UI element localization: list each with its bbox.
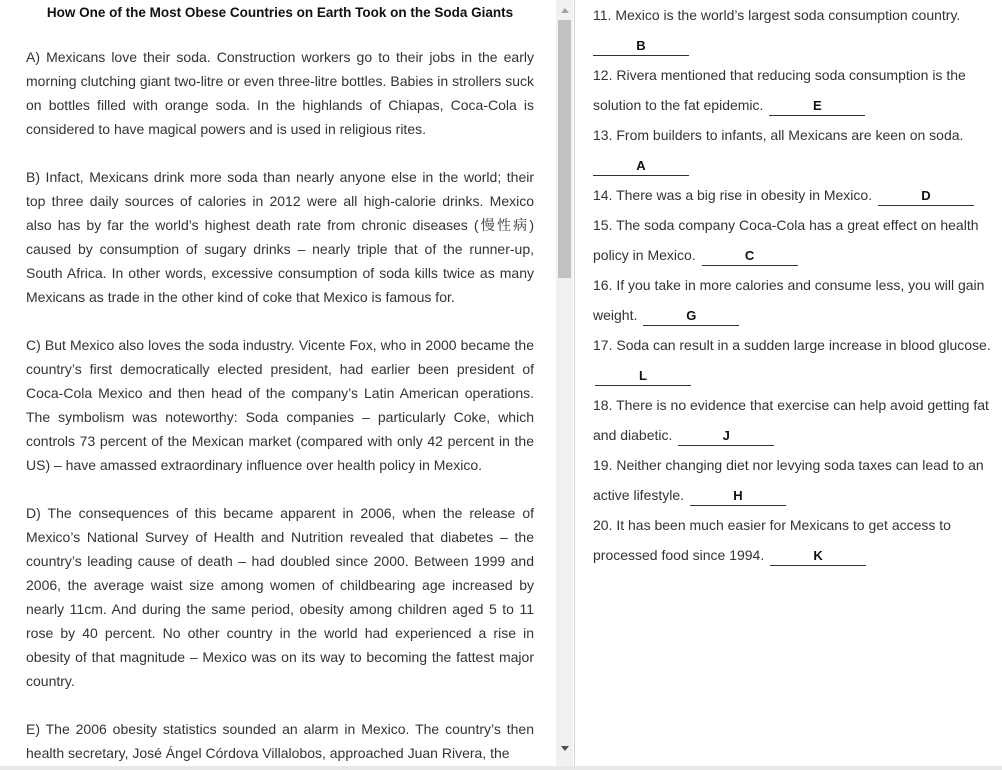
question-text: 20. It has been much easier for Mexicans to get access to processed food since 1994. — [593, 517, 951, 563]
paragraph-a: A) Mexicans love their soda. Construction workers go to their jobs in the early morning clutching giant two-litre or even three-litre bottles. Babies in strollers suck on bottles filled with orange soda. In the highlands of Chiapas, Coca-Cola is considered to have magical powers and is used in religious rites. — [26, 49, 534, 137]
question-list — [593, 0, 993, 570]
question-item — [593, 180, 993, 210]
paragraph-c: C) But Mexico also loves the soda industry. Vicente Fox, who in 2000 became the country’s first democratically elected president, had earlier been president of Coca-Cola Mexico and then head of the company’s Latin American operations. The symbolism was noteworthy: Soda companies – particularly Coke, which controls 73 percent of the Mexican market (compared with only 42 percent in the US) – have amassed extraordinary influence over health policy in Mexico. — [26, 337, 534, 473]
pane-divider — [574, 0, 575, 770]
question-item — [593, 390, 993, 450]
answer-blank[interactable]: E — [769, 97, 865, 116]
question-item — [593, 0, 993, 60]
answer-blank[interactable]: A — [593, 157, 689, 176]
question-item — [593, 210, 993, 270]
question-text: 11. Mexico is the world’s largest soda consumption country. — [593, 7, 961, 23]
question-item — [593, 510, 993, 570]
answer-blank[interactable]: L — [595, 367, 691, 386]
question-text: 16. If you take in more calories and consume less, you will gain weight. — [593, 277, 985, 323]
answer-blank[interactable]: C — [702, 247, 798, 266]
scrollbar-thumb[interactable] — [558, 20, 571, 278]
paragraph-d: D) The consequences of this became apparent in 2006, when the release of Mexico’s National Survey of Health and Nutrition revealed that diabetes – the country’s leading cause of death – had doubled since 2000. Between 1999 and 2006, the average waist size among women of childbearing age increased by nearly 11cm. And during the same period, obesity among children aged 5 to 11 rose by 40 percent. No other country in the world had experienced a rise in obesity of that magnitude – Mexico was on its way to becoming the fattest major country. — [26, 505, 534, 689]
answer-blank[interactable]: B — [593, 37, 689, 56]
question-text: 12. Rivera mentioned that reducing soda consumption is the solution to the fat epidemic. — [593, 67, 966, 113]
question-item — [593, 270, 993, 330]
answer-blank[interactable]: H — [690, 487, 786, 506]
question-item — [593, 60, 993, 120]
bottom-edge — [0, 766, 1002, 770]
scroll-up-arrow-icon[interactable] — [556, 4, 573, 16]
question-text: 19. Neither changing diet nor levying soda taxes can lead to an active lifestyle. — [593, 457, 984, 503]
questions-pane — [593, 0, 993, 770]
paragraph-e: E) The 2006 obesity statistics sounded an alarm in Mexico. The country’s then health secretary, José Ángel Córdova Villalobos, approached Juan Rivera, the — [26, 721, 534, 761]
article-title: How One of the Most Obese Countries on Earth Took on the Soda Giants — [46, 5, 514, 20]
article-scrollbar[interactable] — [556, 0, 573, 770]
question-item — [593, 330, 993, 390]
answer-blank[interactable]: K — [770, 547, 866, 566]
scroll-down-arrow-icon[interactable] — [556, 742, 573, 754]
answer-blank[interactable]: J — [678, 427, 774, 446]
question-text: 17. Soda can result in a sudden large increase in blood glucose. — [593, 337, 991, 353]
paragraph-b: B) Infact, Mexicans drink more soda than nearly anyone else in the world; their top three daily sources of calories in 2012 were all high-calorie drinks. Mexico also has by far the world’s highest death rate from chronic diseases (慢性病) caused by consumption of sugary drinks – nearly triple that of the runner-up, South Africa. In other words, excessive consumption of soda kills twice as many Mexicans as trade in the other kind of coke that Mexico is famous for. — [26, 169, 534, 305]
question-item — [593, 450, 993, 510]
question-text: 15. The soda company Coca-Cola has a great effect on health policy in Mexico. — [593, 217, 979, 263]
question-text: 13. From builders to infants, all Mexicans are keen on soda. — [593, 127, 964, 143]
answer-blank[interactable]: G — [643, 307, 739, 326]
question-item — [593, 120, 993, 180]
answer-blank[interactable]: D — [878, 187, 974, 206]
question-text: 18. There is no evidence that exercise can help avoid getting fat and diabetic. — [593, 397, 989, 443]
question-text: 14. There was a big rise in obesity in Mexico. — [593, 187, 873, 203]
